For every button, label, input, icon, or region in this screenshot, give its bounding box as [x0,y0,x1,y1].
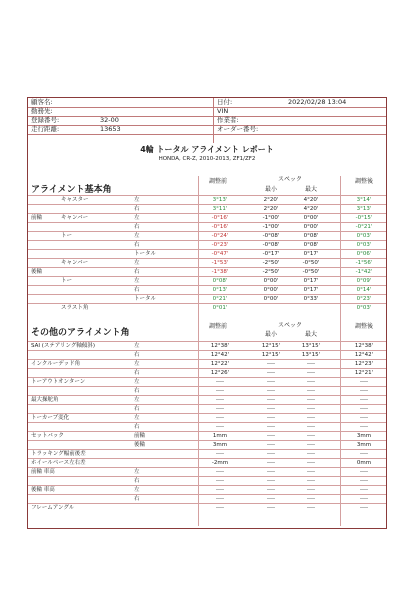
col-spec: スペック [277,322,302,329]
spec-min-value: ---- [267,406,275,412]
reg-value: 32-00 [100,116,119,124]
spec-min-value: ---- [267,361,275,367]
spec-min-value: 12°15' [261,352,281,358]
before-value: 3°13' [212,197,228,203]
spec-max-value: 13°15' [301,352,321,358]
side-label: 後輪 [134,442,146,448]
side-label: 右 [134,406,140,412]
side-label: 左 [134,233,140,239]
customer-label: 顧客名: [31,98,53,106]
side-label: 左 [134,397,140,403]
before-value: ---- [216,469,224,475]
spec-min-value: ---- [267,415,275,421]
after-value: -0°21' [355,224,373,230]
after-value: ---- [360,388,368,394]
item-label: 後輪 車高 [31,487,55,493]
odo-value: 13653 [100,125,121,133]
col-max: 最大 [304,186,317,193]
spec-min-value: ---- [267,388,275,394]
col-min: 最小 [264,186,277,193]
spec-max-value: 4°20' [303,197,319,203]
spec-max-value: ---- [307,397,315,403]
spec-max-value: ---- [307,424,315,430]
before-value: ---- [216,424,224,430]
item-label: 前輪 車高 [31,469,55,475]
before-value: ---- [216,451,224,457]
spec-max-value: ---- [307,406,315,412]
spec-max-value: ---- [307,361,315,367]
alignment-report-sheet [27,97,387,529]
after-value: 3°13' [356,206,372,212]
after-value: ---- [360,397,368,403]
spec-max-value: ---- [307,379,315,385]
after-value: ---- [360,451,368,457]
after-value: -1°56' [355,260,373,266]
after-value: 12°23' [354,361,374,367]
reg-label: 登録番号: [31,116,60,124]
spec-max-value: 0°08' [303,242,319,248]
item-label: キャスター [61,197,89,203]
before-value: -1°53' [211,260,229,266]
after-value: ---- [360,406,368,412]
spec-max-value: ---- [307,433,315,439]
group-label: 後輪 [31,269,43,275]
spec-max-value: 0°17' [303,287,319,293]
item-label: トー [61,233,73,239]
after-value: 0°06' [356,251,372,257]
spec-max-value: ---- [307,370,315,376]
spec-min-value: 0°00' [263,296,279,302]
grid-line [340,176,341,526]
side-label: 右 [134,269,140,275]
spec-min-value: -2°50' [262,269,280,275]
spec-max-value: 0°17' [303,251,319,257]
spec-min-value: ---- [267,496,275,502]
side-label: 右 [134,242,140,248]
after-value: 0°03' [356,242,372,248]
before-value: 1mm [212,433,228,439]
before-value: 3°11' [212,206,228,212]
spec-min-value: ---- [267,469,275,475]
spec-min-value: ---- [267,379,275,385]
spec-min-value: ---- [267,478,275,484]
after-value: ---- [360,379,368,385]
after-value: ---- [360,469,368,475]
section2-title: その他のアライメント角 [31,328,130,338]
spec-max-value: ---- [307,478,315,484]
side-label: 左 [134,260,140,266]
after-value: 0°03' [356,305,372,311]
header-row [28,125,386,135]
before-value: ---- [216,505,224,511]
spec-min-value: 2°20' [263,197,279,203]
spec-max-value: ---- [307,460,315,466]
spec-max-value: ---- [307,487,315,493]
after-value: 0mm [356,460,372,466]
spec-min-value: 0°00' [263,287,279,293]
group-label: 前輪 [31,215,43,221]
after-value: ---- [360,415,368,421]
date-value: 2022/02/28 13:04 [288,98,347,106]
spec-min-value: ---- [267,433,275,439]
before-value: 12°26' [210,370,230,376]
spec-min-value: -0°08' [262,233,280,239]
spec-min-value: -0°08' [262,242,280,248]
item-label: SAI (ステアリング軸傾斜) [31,343,96,349]
before-value: -0°16' [211,215,229,221]
side-label: 左 [134,197,140,203]
side-label: 右 [134,388,140,394]
before-value: -1°38' [211,269,229,275]
spec-min-value: ---- [267,451,275,457]
side-label: 右 [134,424,140,430]
spec-min-value: ---- [267,505,275,511]
after-value: 0°03' [356,233,372,239]
section1-title: アライメント基本角 [31,185,112,195]
odo-label: 走行距離: [31,125,60,133]
before-value: 0°08' [212,278,228,284]
after-value: -1°42' [355,269,373,275]
before-value: ---- [216,478,224,484]
spec-max-value: 4°20' [303,206,319,212]
item-label: キャンバー [61,260,89,266]
col-before: 調整前 [208,323,227,330]
after-value: 0°23' [356,296,372,302]
after-value: ---- [360,487,368,493]
after-value: -0°15' [355,215,373,221]
after-value: 12°21' [354,370,374,376]
after-value: 12°42' [354,352,374,358]
grid-line [198,176,199,526]
spec-min-value: ---- [267,424,275,430]
side-label: 右 [134,478,140,484]
col-after: 調整後 [354,323,373,330]
item-label: ホイールベース左右差 [31,460,86,466]
before-value: -0°47' [211,251,229,257]
item-label: トラッキング幅前後差 [31,451,86,457]
after-value: ---- [360,496,368,502]
spec-max-value: -0°50' [302,269,320,275]
item-label: 最大操舵角 [31,397,59,403]
before-value: 12°22' [210,361,230,367]
side-label: 左 [134,487,140,493]
side-label: 左 [134,415,140,421]
side-label: 右 [134,352,140,358]
spec-max-value: 0°17' [303,278,319,284]
spec-min-value: ---- [267,460,275,466]
worker-label: 作業者: [217,116,239,124]
spec-max-value: 13°15' [301,343,321,349]
item-label: キャンバー [61,215,89,221]
order-label: オーダー番号: [217,125,259,133]
side-label: 左 [134,343,140,349]
side-label: 左 [134,361,140,367]
spec-max-value: 0°33' [303,296,319,302]
spec-min-value: ---- [267,487,275,493]
before-value: ---- [216,415,224,421]
spec-max-value: ---- [307,505,315,511]
vehicle-name: HONDA, CR-Z, 2010-2013, ZF1/ZF2 [158,156,256,162]
before-value: 12°38' [210,343,230,349]
spec-max-value: ---- [307,451,315,457]
side-label: トータル [134,296,157,302]
side-label: 左 [134,278,140,284]
side-label: 右 [134,287,140,293]
before-value: -0°23' [211,242,229,248]
before-value: ---- [216,388,224,394]
spec-max-value: ---- [307,415,315,421]
after-value: 0°14' [356,287,372,293]
item-label: トー [61,278,73,284]
before-value: ---- [216,496,224,502]
company-label: 勤務先: [31,107,53,115]
before-value: 0°01' [212,305,228,311]
spec-min-value: -1°00' [262,224,280,230]
before-value: 0°13' [212,287,228,293]
after-value: 3mm [356,433,372,439]
spec-max-value: ---- [307,496,315,502]
item-label: セットバック [31,433,64,439]
after-value: 0°09' [356,278,372,284]
spec-min-value: -0°17' [262,251,280,257]
after-value: 3mm [356,442,372,448]
item-label: インクルーデッド角 [31,361,81,367]
side-label: 左 [134,379,140,385]
side-label: 左 [134,469,140,475]
after-value: 3°14' [356,197,372,203]
spec-max-value: 0°00' [303,224,319,230]
report-title: 4輪 トータル アライメント レポート [140,145,274,154]
side-label: 右 [134,206,140,212]
item-label: トーアウトオンターン [31,379,86,385]
side-label: トータル [134,251,157,257]
date-label: 日付: [217,98,233,106]
item-label: フレームアングル [31,505,75,511]
before-value: -2mm [211,460,229,466]
table-row [28,503,386,513]
col-min: 最小 [264,331,277,338]
side-label: 前輪 [134,433,146,439]
spec-max-value: ---- [307,442,315,448]
side-label: 右 [134,496,140,502]
spec-min-value: -1°00' [262,215,280,221]
after-value: ---- [360,505,368,511]
spec-max-value: -0°50' [302,260,320,266]
spec-max-value: 0°08' [303,233,319,239]
item-label: スラスト角 [61,305,89,311]
spec-max-value: ---- [307,388,315,394]
spec-min-value: 0°00' [263,278,279,284]
before-value: ---- [216,406,224,412]
item-label: トーカーブ変化 [31,415,70,421]
after-value: ---- [360,478,368,484]
vin-label: VIN [217,107,229,115]
col-spec: スペック [277,176,302,183]
spec-min-value: ---- [267,397,275,403]
before-value: 0°21' [212,296,228,302]
spec-min-value: 12°15' [261,343,281,349]
spec-max-value: 0°00' [303,215,319,221]
before-value: 12°42' [210,352,230,358]
col-before: 調整前 [208,178,227,185]
table-row [28,303,386,313]
spec-max-value: ---- [307,469,315,475]
before-value: ---- [216,397,224,403]
col-max: 最大 [304,331,317,338]
col-after: 調整後 [354,178,373,185]
before-value: ---- [216,487,224,493]
before-value: ---- [216,379,224,385]
spec-min-value: -2°50' [262,260,280,266]
side-label: 右 [134,224,140,230]
spec-min-value: ---- [267,442,275,448]
side-label: 右 [134,370,140,376]
spec-min-value: 2°20' [263,206,279,212]
after-value: 12°38' [354,343,374,349]
after-value: ---- [360,424,368,430]
before-value: -0°16' [211,224,229,230]
before-value: -0°24' [211,233,229,239]
before-value: 3mm [212,442,228,448]
side-label: 左 [134,215,140,221]
spec-min-value: ---- [267,370,275,376]
